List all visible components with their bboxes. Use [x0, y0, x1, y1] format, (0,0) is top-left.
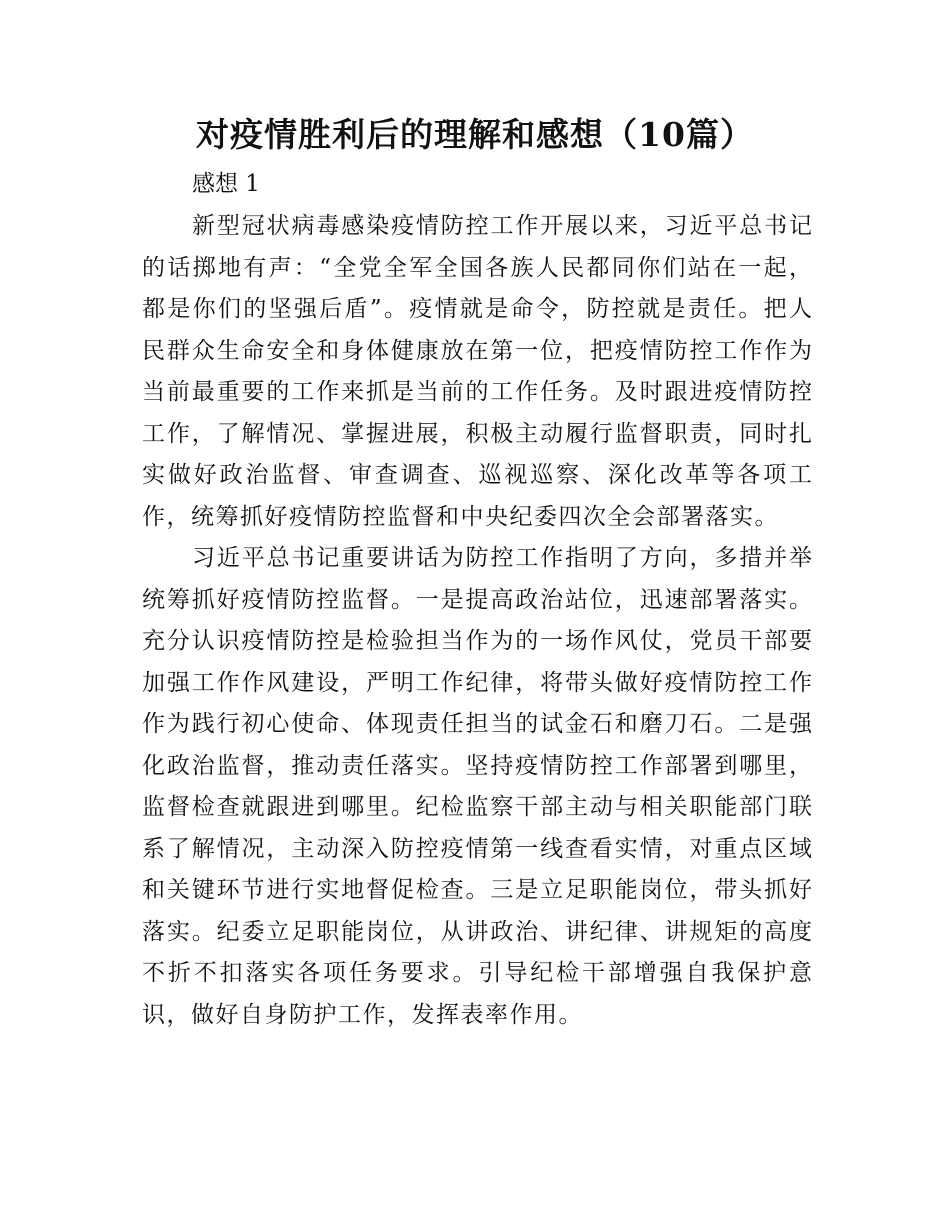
section-label: 感想 1 — [192, 171, 260, 197]
text-line: 民群众生命安全和身体健康放在第一位，把疫情防控工作作为 — [142, 337, 812, 364]
text-line: 习近平总书记重要讲话为防控工作指明了方向，多措并举 — [192, 545, 812, 571]
text-line: 作为践行初心使命、体现责任担当的试金石和磨刀石。二是强 — [142, 711, 812, 737]
text-line: 识，做好自身防护工作，发挥表率作用。 — [142, 1001, 583, 1028]
text-line: 系了解情况，主动深入防控疫情第一线查看实情，对重点区域 — [142, 835, 812, 862]
text-line: 实做好政治监督、审查调查、巡视巡察、深化改革等各项工 — [142, 462, 812, 488]
text-line: 新型冠状病毒感染疫情防控工作开展以来，习近平总书记 — [192, 213, 812, 239]
text-line: 和关键环节进行实地督促检查。三是立足职能岗位，带头抓好 — [142, 877, 812, 903]
text-line: 当前最重要的工作来抓是当前的工作任务。及时跟进疫情防控 — [142, 379, 812, 405]
paragraph-1 — [142, 206, 812, 538]
document-body — [142, 206, 812, 1036]
text-line: 监督检查就跟进到哪里。纪检监察干部主动与相关职能部门联 — [142, 794, 812, 820]
text-line: 化政治监督，推动责任落实。坚持疫情防控工作部署到哪里， — [142, 752, 812, 779]
document-title: 对疫情胜利后的理解和感想（10篇） — [196, 115, 754, 154]
text-line: 不折不扣落实各项任务要求。引导纪检干部增强自我保护意 — [142, 960, 812, 986]
text-line: 作，统筹抓好疫情防控监督和中央纪委四次全会部署落实。 — [142, 503, 779, 530]
text-line: 统筹抓好疫情防控监督。一是提高政治站位，迅速部署落实。 — [142, 586, 812, 613]
text-line: 都是你们的坚强后盾”。疫情就是命令，防控就是责任。把人 — [142, 296, 812, 322]
text-line: 工作，了解情况、掌握进展，积极主动履行监督职责，同时扎 — [142, 420, 812, 447]
text-line: 落实。纪委立足职能岗位，从讲政治、讲纪律、讲规矩的高度 — [142, 918, 812, 945]
paragraph-2 — [142, 538, 812, 1036]
text-line: 加强工作作风建设，严明工作纪律，将带头做好疫情防控工作 — [142, 669, 812, 696]
text-line: 的话掷地有声：“全党全军全国各族人民都同你们站在一起， — [142, 254, 812, 281]
text-line: 充分认识疫情防控是检验担当作为的一场作风仗，党员干部要 — [142, 628, 812, 654]
